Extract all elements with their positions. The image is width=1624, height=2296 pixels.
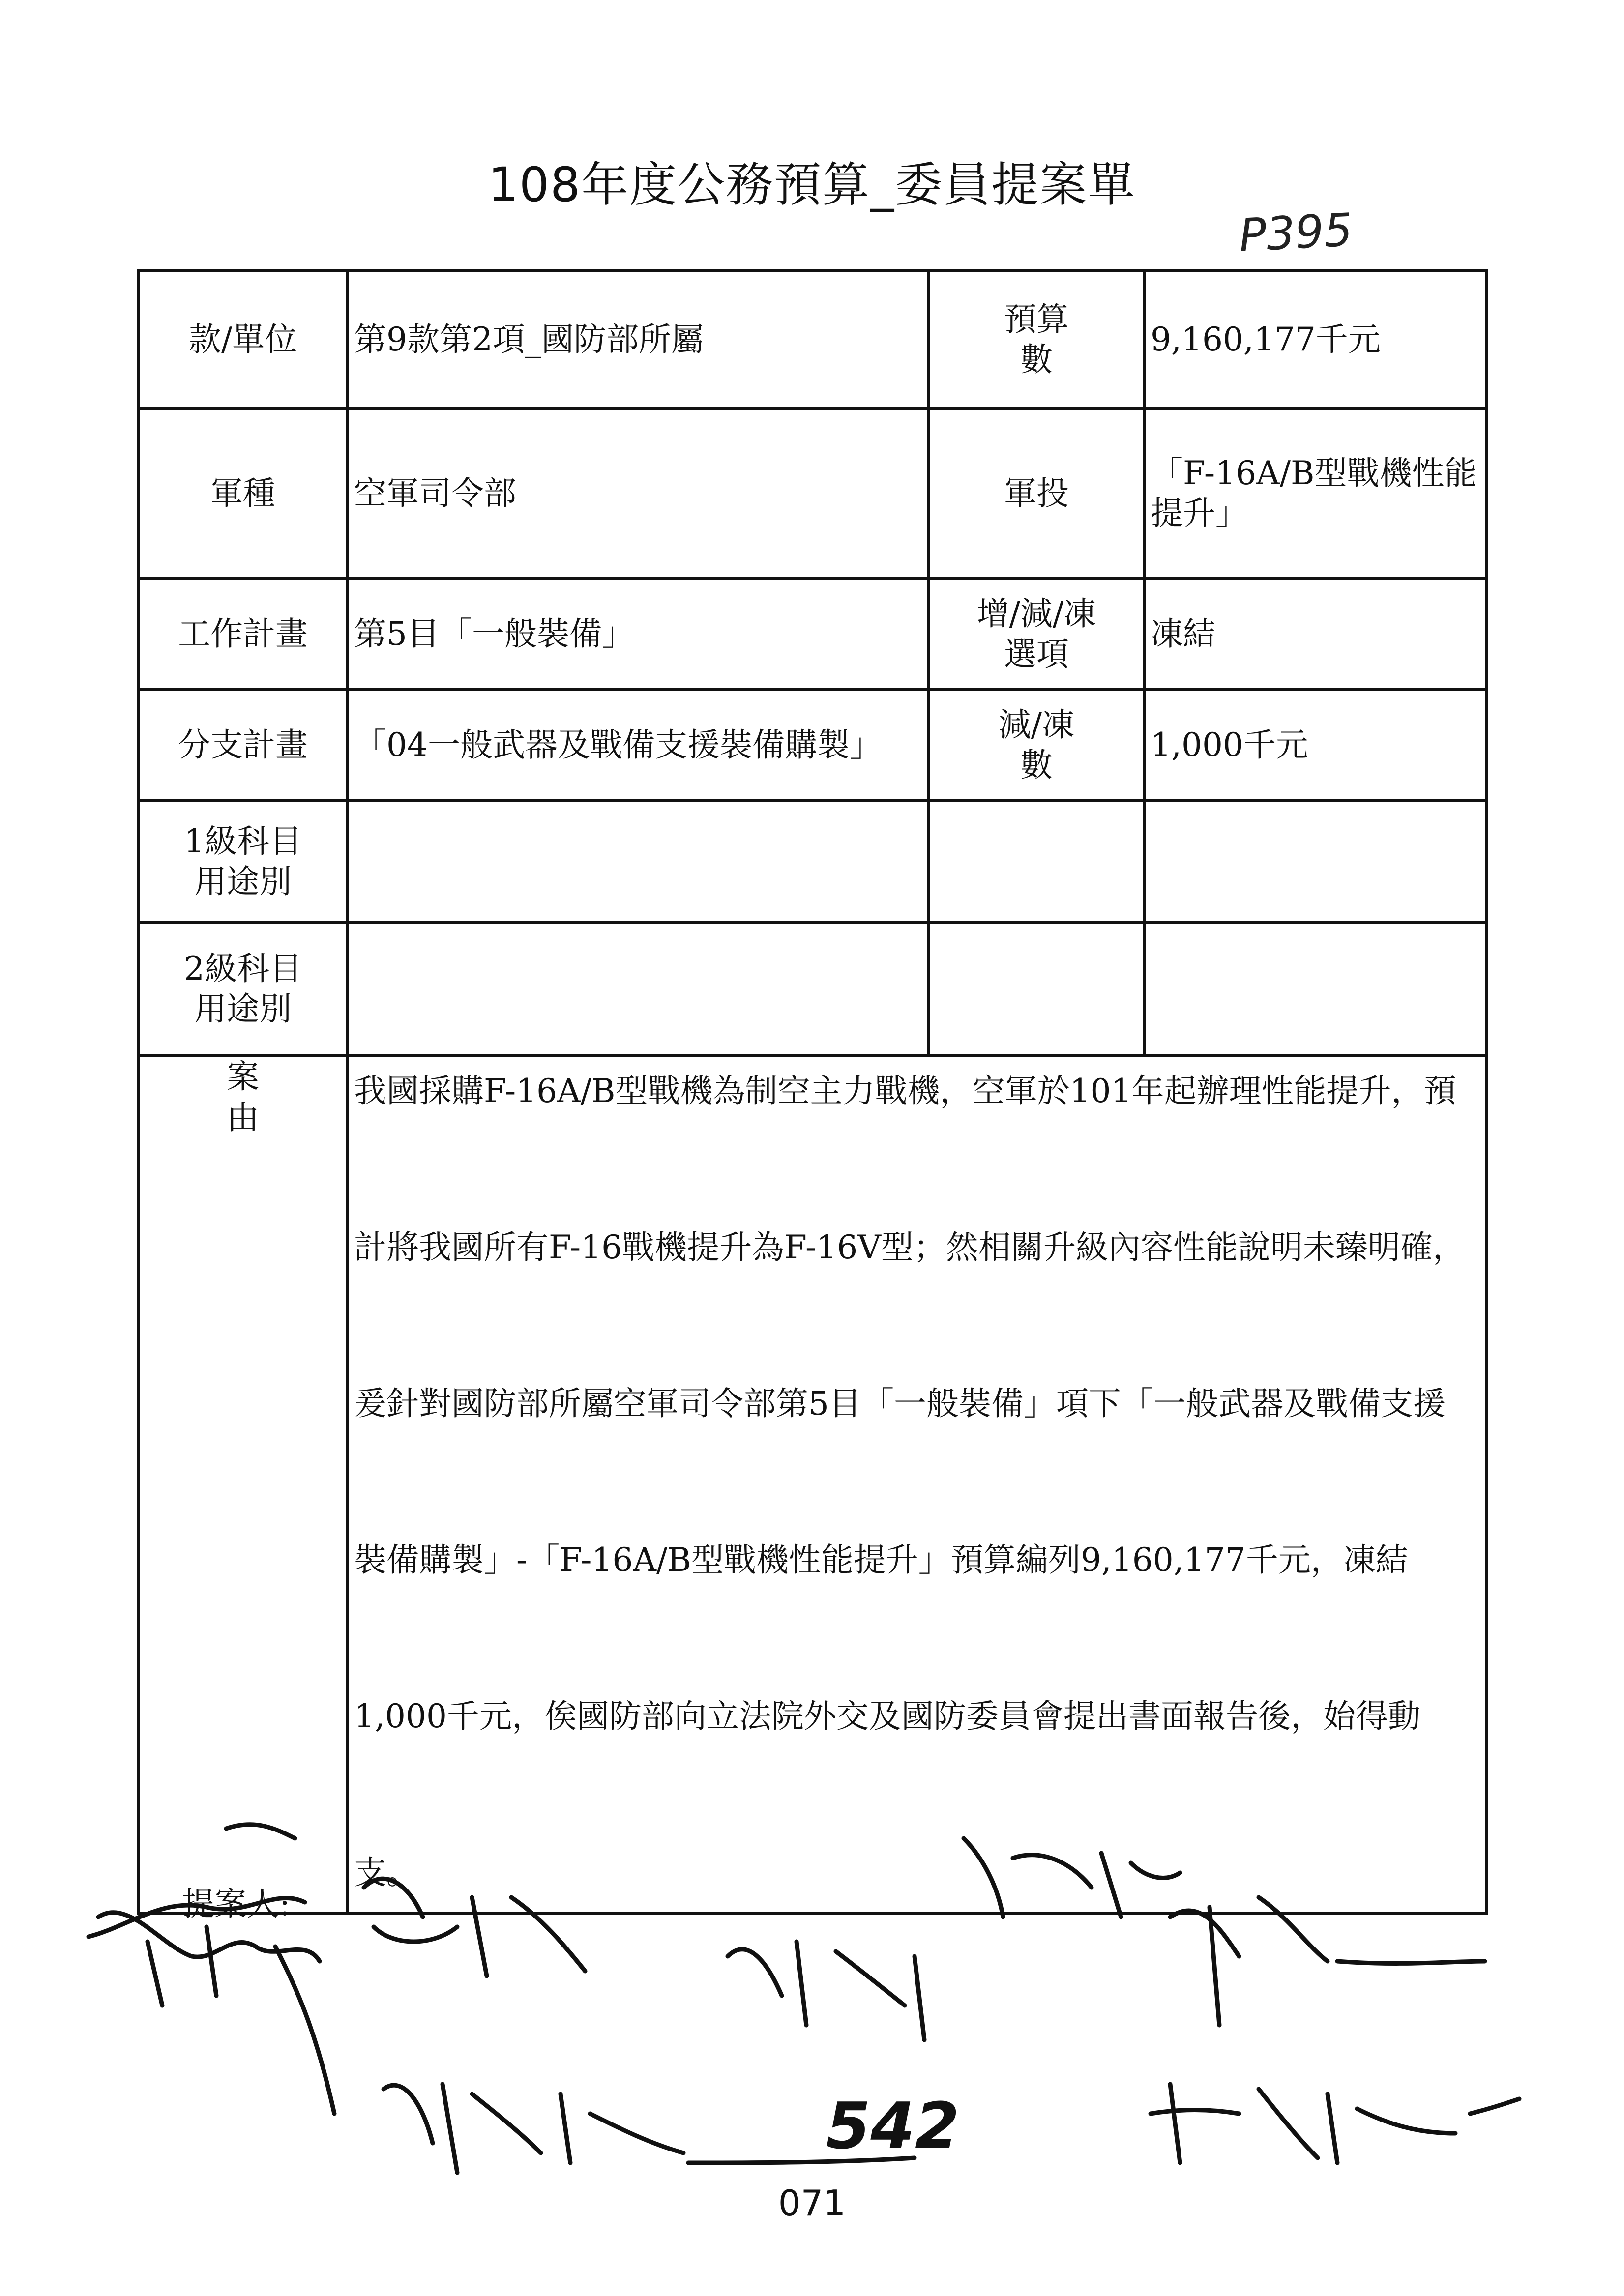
reason-line: 計將我國所有F-16戰機提升為F-16V型；然相關升級內容性能說明未臻明確， [354, 1228, 1465, 1266]
form-row [138, 923, 1486, 1055]
form-row [138, 690, 1486, 801]
row-value: 第5目「一般裝備」 [348, 579, 929, 690]
row-sublabel: 預算 數 [929, 271, 1144, 408]
row-label: 2級科目 用途別 [138, 923, 348, 1055]
row-value: 第9款第2項_國防部所屬 [348, 271, 929, 408]
proposer-label: 提案人: [182, 1885, 291, 1923]
row-sublabel [929, 801, 1144, 923]
reason-label-char: 案 [227, 1058, 259, 1096]
reason-row [138, 1055, 1486, 1914]
signature-stroke [728, 1942, 924, 2040]
row-sublabel: 減/凍 數 [929, 690, 1144, 801]
row-subvalue: 凍結 [1144, 579, 1486, 690]
reason-label [138, 1055, 348, 1914]
row-value: 空軍司令部 [348, 408, 929, 579]
row-label: 1級科目 用途別 [138, 801, 348, 923]
proposal-form-table [137, 269, 1488, 1915]
document-title: 108年度公務預算_委員提案單 [488, 157, 1136, 212]
row-label: 工作計畫 [138, 579, 348, 690]
reason-text [348, 1055, 1486, 1914]
reason-line: 1,000千元，俟國防部向立法院外交及國防委員會提出書面報告後，始得動 [354, 1697, 1420, 1735]
row-value [348, 923, 929, 1055]
row-subvalue [1144, 923, 1486, 1055]
form-row [138, 579, 1486, 690]
signature-stroke [1151, 2084, 1519, 2163]
row-sublabel [929, 923, 1144, 1055]
row-subvalue: 「F-16A/B型戰機性能 提升」 [1144, 408, 1486, 579]
form-row [138, 408, 1486, 579]
reason-line: 我國採購F-16A/B型戰機為制空主力戰機，空軍於101年起辦理性能提升，預 [354, 1072, 1456, 1110]
form-row [138, 801, 1486, 923]
reason-line: 裝備購製」-「F-16A/B型戰機性能提升」預算編列9,160,177千元，凍結 [354, 1541, 1408, 1579]
row-label: 軍種 [138, 408, 348, 579]
signature-stroke [384, 2084, 683, 2173]
row-subvalue [1144, 801, 1486, 923]
stamp-number: 542 [826, 2089, 960, 2163]
row-sublabel: 增/減/凍 選項 [929, 579, 1144, 690]
handwritten-page-ref: P395 [1238, 203, 1354, 262]
form-row [138, 271, 1486, 408]
row-sublabel: 軍投 [929, 408, 1144, 579]
row-label: 款/單位 [138, 271, 348, 408]
row-value [348, 801, 929, 923]
row-value: 「04一般武器及戰備支援裝備購製」 [348, 690, 929, 801]
reason-line: 爰針對國防部所屬空軍司令部第5目「一般裝備」項下「一般武器及戰備支援 [354, 1385, 1446, 1423]
footer-page-number: 071 [778, 2182, 846, 2224]
row-label: 分支計畫 [138, 690, 348, 801]
signature-stroke [148, 1927, 334, 2114]
row-subvalue: 9,160,177千元 [1144, 271, 1486, 408]
signature-stroke [1170, 1897, 1485, 2025]
row-subvalue: 1,000千元 [1144, 690, 1486, 801]
signature-stroke [688, 2158, 915, 2163]
reason-label-char: 由 [227, 1098, 259, 1136]
reason-line: 支。 [354, 1854, 419, 1891]
